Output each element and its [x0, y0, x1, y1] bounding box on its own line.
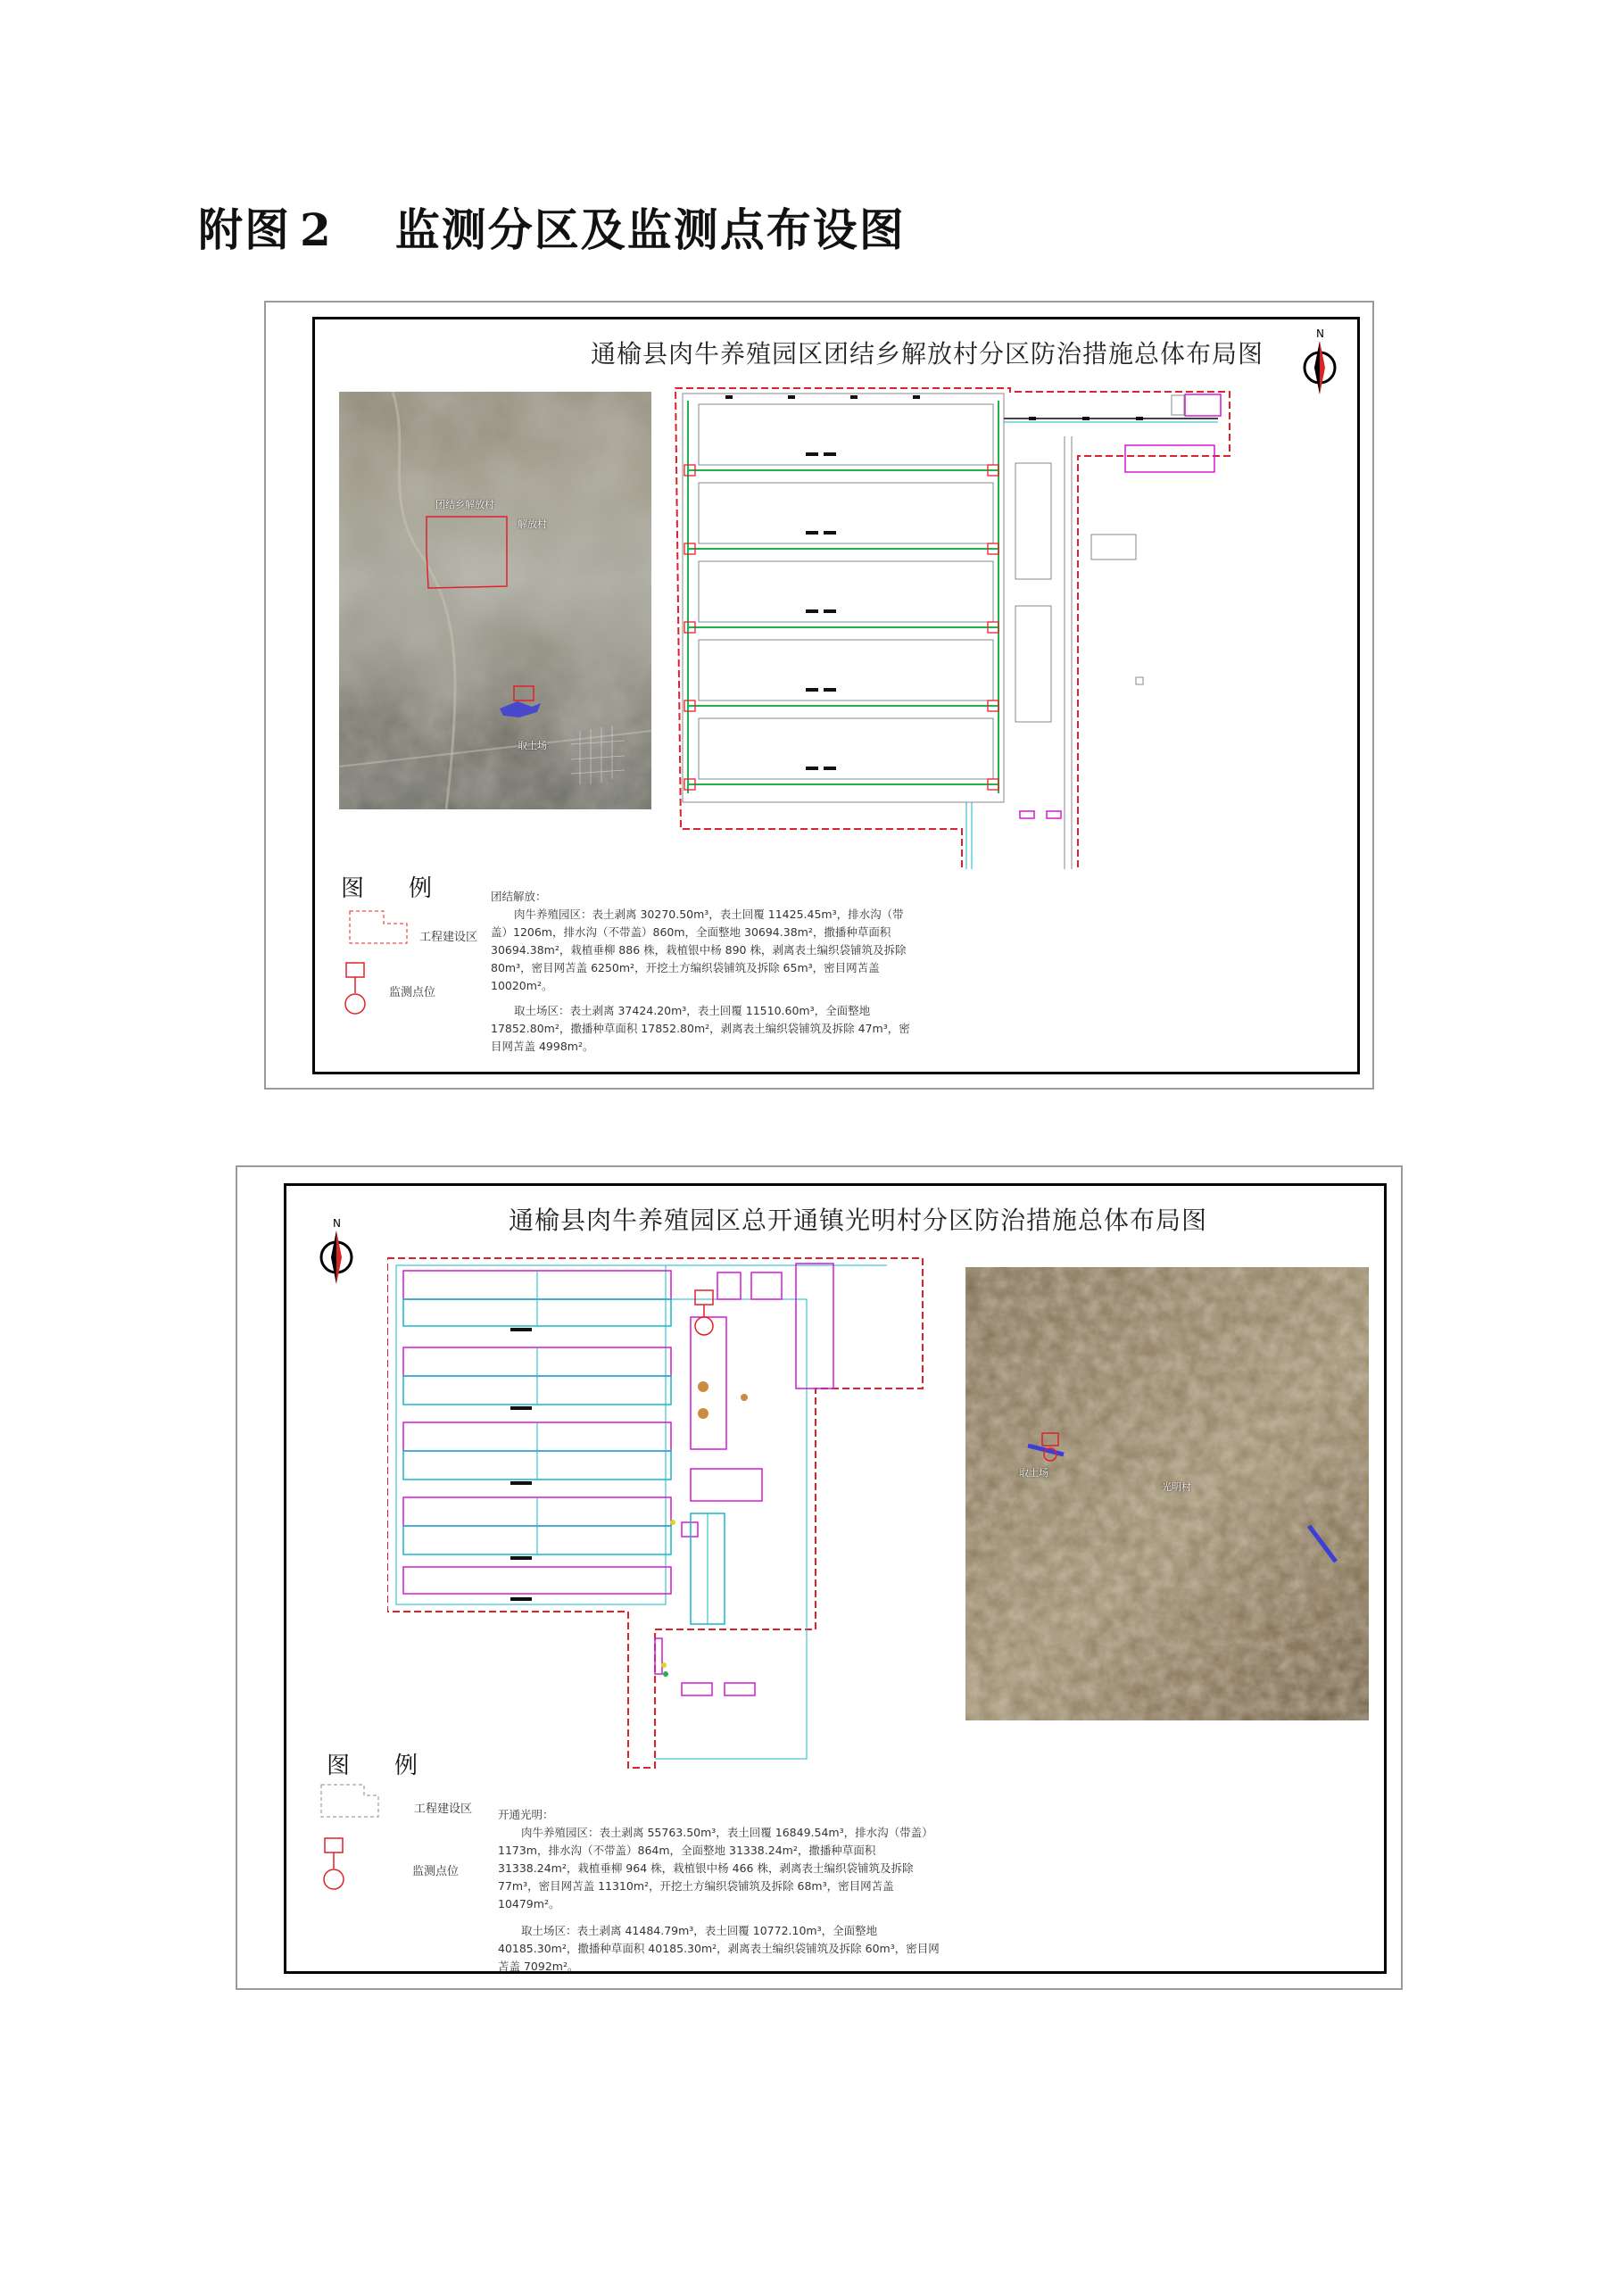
map1-legend-label-1: 工程建设区	[419, 931, 478, 944]
map1-notes-para1: 肉牛养殖园区：表土剥离 30270.50m³，表土回覆 11425.45m³，排水沟（带盖）1206m，排水沟（不带盖）860m，全面整地 30694.38m²，撒播种草面积 30694.38m²，栽植垂柳 886 株，栽植银中杨 890 株，剥离表土编织袋铺筑及拆除 80m³，密目网苫盖 6250m²，开挖土方编织袋铺筑及拆除 65m³，密目网苫盖 10020m²。	[491, 908, 907, 992]
page-title	[198, 195, 906, 259]
map1-sat-label-1: 团结乡解放村	[435, 499, 494, 510]
monitoring-point-icon	[321, 1836, 348, 1894]
map1-satellite-image	[339, 392, 651, 809]
map1-title: 通榆县肉牛养殖园区团结乡解放村分区防治措施总体布局图	[591, 339, 1264, 369]
monitoring-point-icon	[343, 961, 369, 1018]
map2-legend-label-2: 监测点位	[412, 1865, 460, 1878]
map2-notes-para1: 肉牛养殖园区：表土剥离 55763.50m³，表土回覆 16849.54m³，排水沟（带盖）1173m，排水沟（不带盖）864m，全面整地 31338.24m²，撒播种草面积 31338.24m²，栽植垂柳 964 株，栽植银中杨 466 株，剥离表土编织袋铺筑及拆除 77m³，密目网苫盖 11310m²，开挖土方编织袋铺筑及拆除 68m³，密目网苫盖 10479m²。	[498, 1826, 933, 1911]
page-title-text: 监测分区及监测点布设图	[394, 203, 906, 256]
map2-notes-heading: 开通光明：	[498, 1808, 554, 1821]
map1-legend-label-2: 监测点位	[389, 986, 436, 999]
map2-title: 通榆县肉牛养殖园区总开通镇光明村分区防治措施总体布局图	[509, 1206, 1208, 1235]
map2-sat-label-2: 取土场	[1019, 1467, 1048, 1479]
map1-sat-label-2: 解放村	[518, 518, 547, 530]
map1-frame	[264, 301, 1374, 1090]
map1-site-plan	[672, 383, 1234, 869]
dashed-boundary-icon	[319, 1783, 382, 1819]
page-title-prefix: 附图	[198, 203, 291, 256]
map1-notes-para2: 取土场区：表土剥离 37424.20m³，表土回覆 11510.60m³，全面整地 17852.80m²，撒播种草面积 17852.80m²，剥离表土编织袋铺筑及拆除 47m³，密目网苫盖 4998m²。	[491, 1004, 910, 1053]
map1-notes-heading: 团结解放：	[491, 890, 547, 903]
map2-legend-title: 图例	[327, 1753, 463, 1779]
north-arrow-icon	[1297, 327, 1342, 399]
north-arrow-icon	[314, 1217, 359, 1289]
map2-notes	[498, 1806, 944, 1976]
map2-satellite-image	[965, 1267, 1369, 1720]
map2-sat-label-1: 光明村	[1162, 1481, 1191, 1493]
map2-north-arrow	[314, 1217, 359, 1292]
dashed-boundary-icon	[348, 909, 410, 945]
map2-legend-label-1: 工程建设区	[414, 1803, 473, 1816]
page-title-number: 2	[300, 203, 333, 256]
map1-north-label: N	[1316, 327, 1324, 340]
map1-legend-title: 图例	[341, 875, 477, 902]
map2-north-label: N	[333, 1217, 341, 1230]
map1-notes	[491, 888, 910, 1056]
map1-sat-label-3: 取土场	[518, 740, 547, 751]
map1-north-arrow	[1297, 327, 1342, 402]
map2-frame	[236, 1165, 1403, 1990]
map2-notes-para2: 取土场区：表土剥离 41484.79m³，表土回覆 10772.10m³，全面整地 40185.30m²，撒播种草面积 40185.30m²，剥离表土编织袋铺筑及拆除 60m³，密目网苫盖 7092m²。	[498, 1924, 940, 1973]
